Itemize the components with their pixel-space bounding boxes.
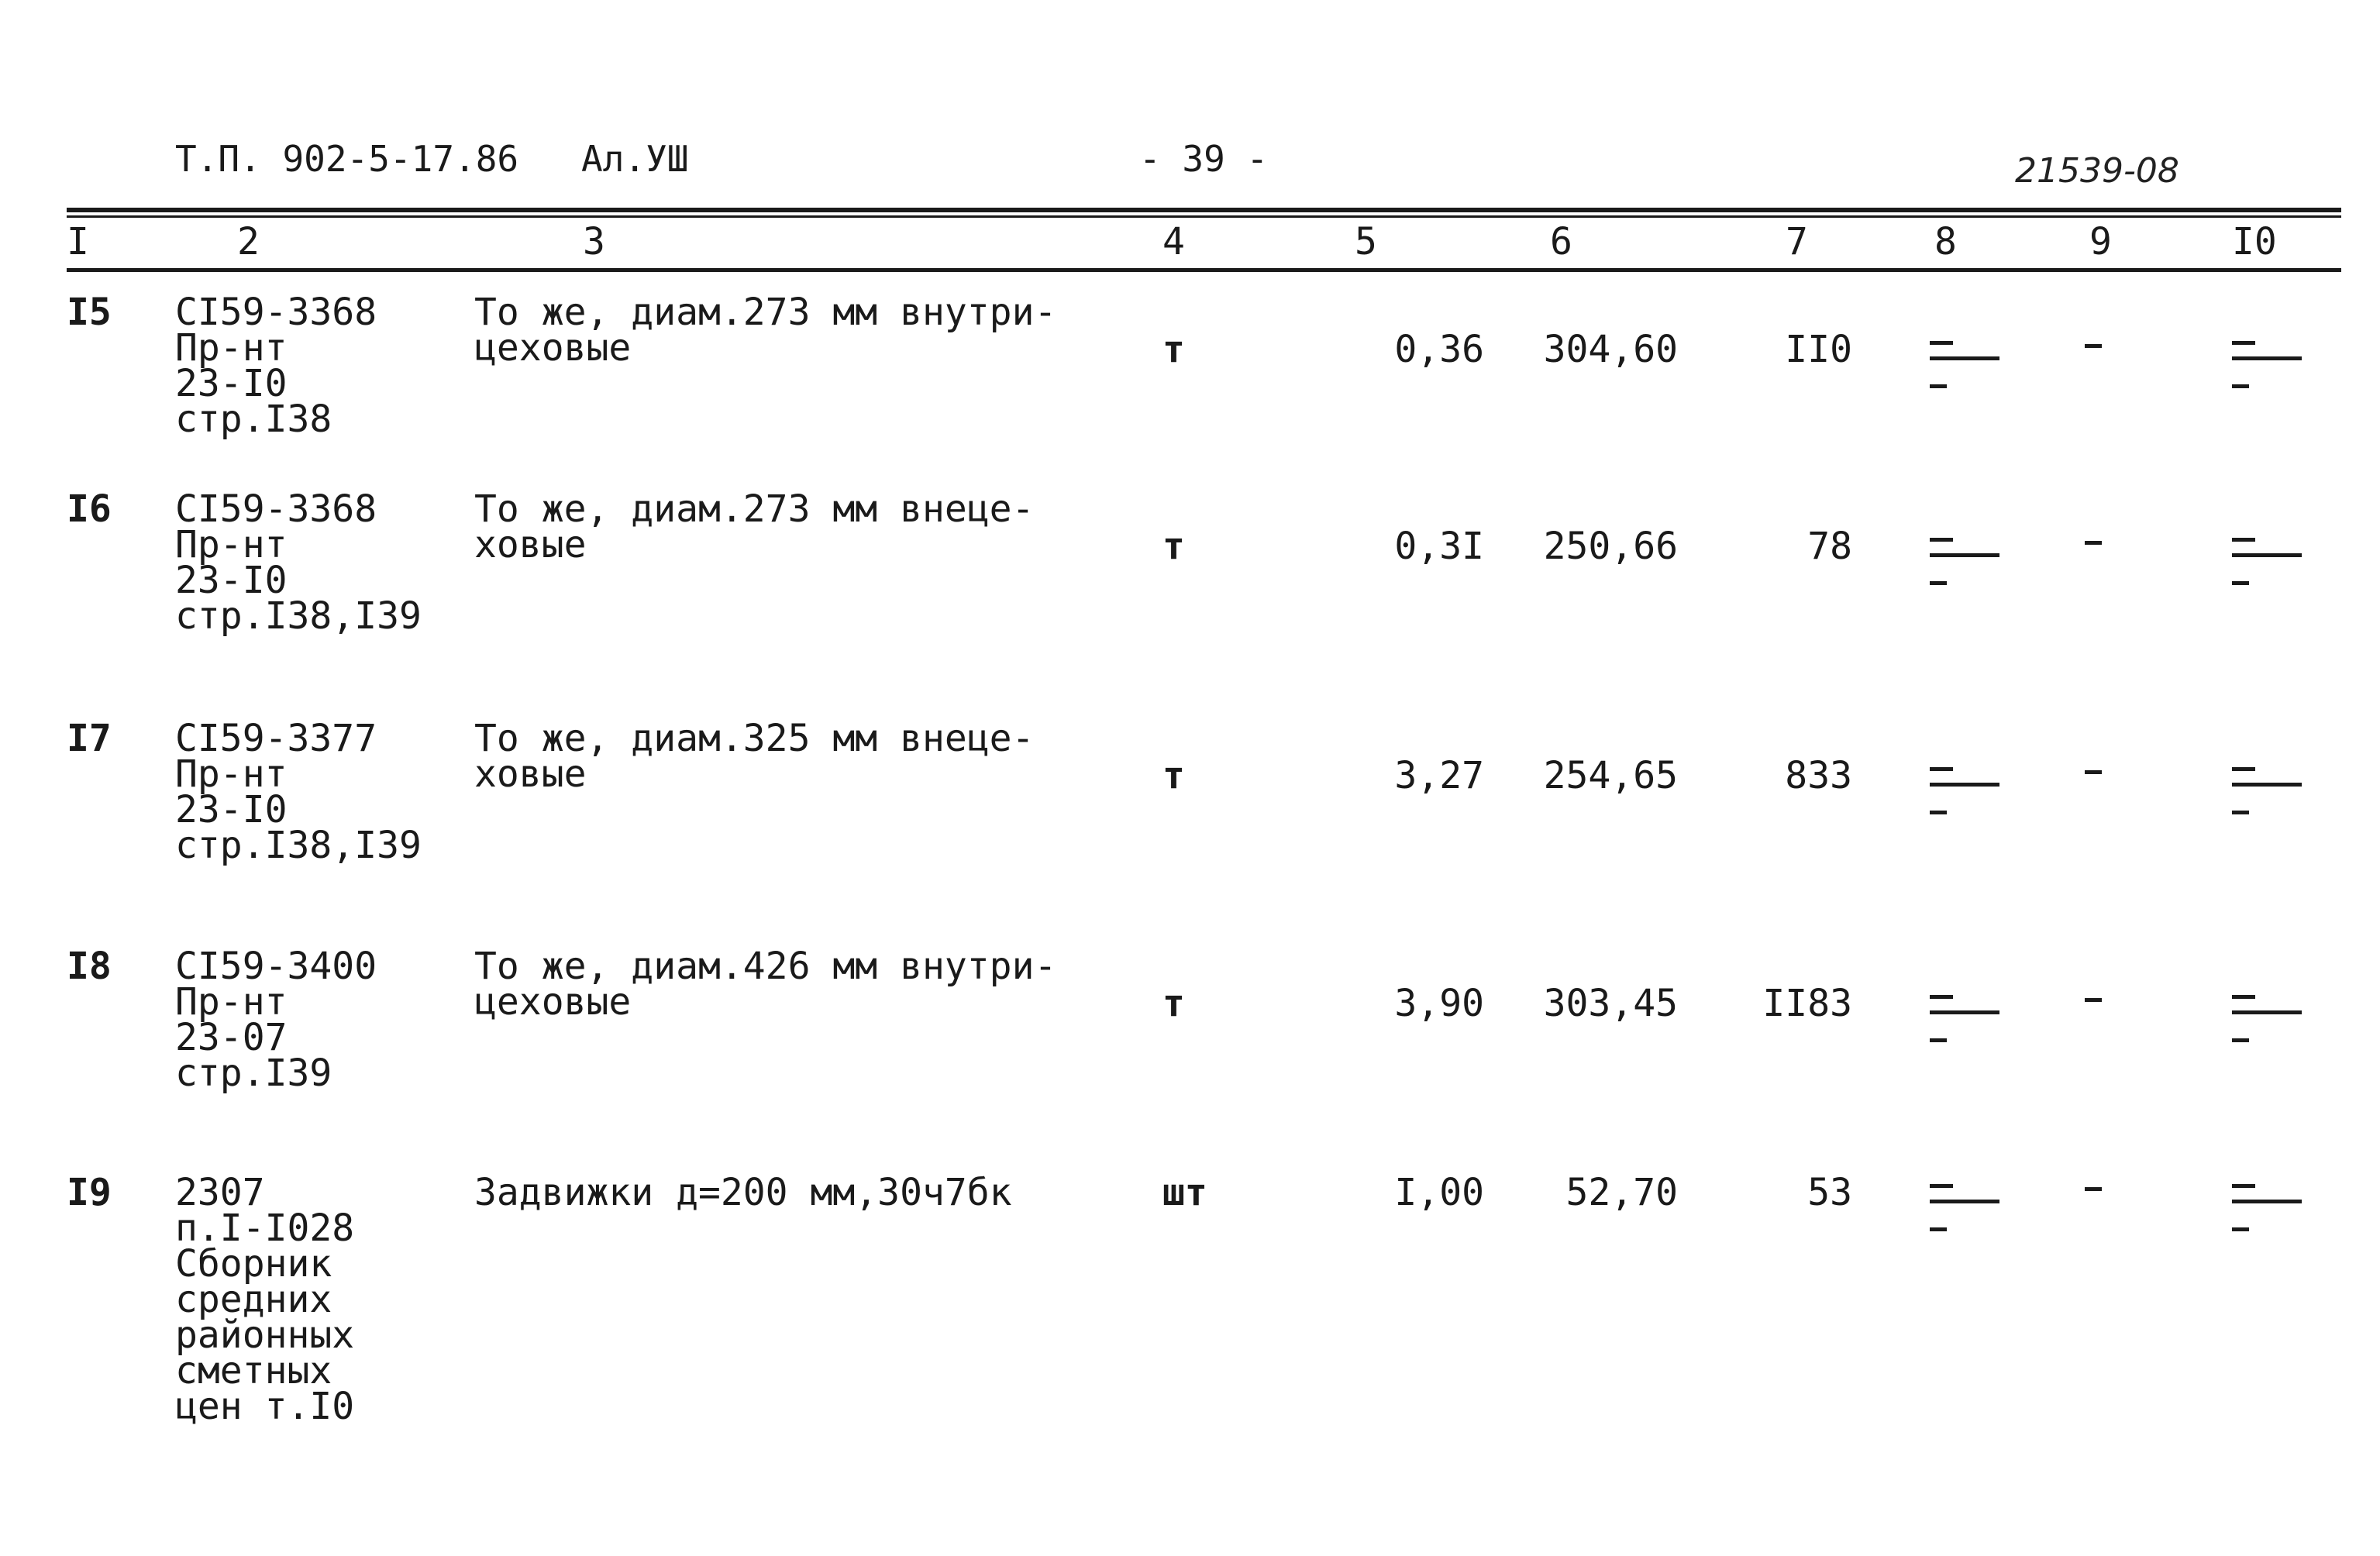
row-description xyxy=(474,291,1057,370)
col9-dash-mark xyxy=(2085,344,2102,348)
code-line: Сборник xyxy=(175,1242,332,1286)
col8-dash-mark xyxy=(1930,522,1999,600)
code-line: цен т.I0 xyxy=(175,1385,355,1428)
code-line: 2307 xyxy=(175,1171,265,1214)
top-rule-inner xyxy=(67,215,2341,218)
description-line: цеховые xyxy=(474,980,632,1024)
row-code xyxy=(175,1171,355,1428)
code-line: Пр-нт xyxy=(175,523,288,566)
description-line: Задвижки д=200 мм,30ч7бк xyxy=(474,1171,1012,1214)
code-line: CI59-3368 xyxy=(175,291,377,334)
row-number: I5 xyxy=(67,291,112,334)
top-rule-outer xyxy=(67,208,2341,212)
row-total: II0 xyxy=(1785,328,1852,371)
col10-dash-mark xyxy=(2232,979,2302,1057)
row-code xyxy=(175,945,377,1095)
row-code xyxy=(175,291,377,441)
row-description xyxy=(474,1171,1012,1214)
col9-dash-mark xyxy=(2085,770,2102,774)
row-number: I9 xyxy=(67,1171,112,1214)
col8-dash-mark xyxy=(1930,1169,1999,1246)
page-number: - 39 - xyxy=(1139,138,1269,180)
code-line: 23-07 xyxy=(175,1016,288,1059)
table-row xyxy=(0,945,2380,1134)
col10-dash-mark xyxy=(2232,1169,2302,1246)
code-line: CI59-3377 xyxy=(175,717,377,760)
description-line: То же, диам.426 мм внутри- xyxy=(474,945,1057,988)
table-row xyxy=(0,717,2380,907)
row-unit: т xyxy=(1162,525,1185,568)
code-line: стр.I38 xyxy=(175,398,332,441)
description-line: То же, диам.273 мм внеце- xyxy=(474,487,1035,531)
code-line: 23-I0 xyxy=(175,788,288,831)
code-line: сметных xyxy=(175,1349,332,1392)
code-line: Пр-нт xyxy=(175,752,288,796)
col-header-4: 4 xyxy=(1162,220,1185,263)
row-number: I7 xyxy=(67,717,112,760)
col10-dash-mark xyxy=(2232,752,2302,829)
row-unit: т xyxy=(1162,754,1185,797)
description-line: То же, диам.273 мм внутри- xyxy=(474,291,1057,334)
col8-dash-mark xyxy=(1930,752,1999,829)
code-line: CI59-3400 xyxy=(175,945,377,988)
table-row xyxy=(0,291,2380,480)
row-price: 254,65 xyxy=(1543,754,1678,797)
row-price: 250,66 xyxy=(1543,525,1678,568)
row-code xyxy=(175,717,422,867)
code-line: стр.I38,I39 xyxy=(175,824,422,867)
row-number: I6 xyxy=(67,487,112,531)
row-unit: т xyxy=(1162,328,1185,371)
description-line: ховые xyxy=(474,752,587,796)
col-header-3: 3 xyxy=(583,220,605,263)
col-header-9: 9 xyxy=(2089,220,2112,263)
archive-stamp: 21539-08 xyxy=(2015,151,2179,191)
row-number: I8 xyxy=(67,945,112,988)
code-line: районных xyxy=(175,1313,355,1357)
col9-dash-mark xyxy=(2085,998,2102,1002)
code-line: CI59-3368 xyxy=(175,487,377,531)
description-line: То же, диам.325 мм внеце- xyxy=(474,717,1035,760)
col-header-1: I xyxy=(67,220,89,263)
row-total: 78 xyxy=(1807,525,1852,568)
description-line: ховые xyxy=(474,523,587,566)
col9-dash-mark xyxy=(2085,541,2102,545)
col8-dash-mark xyxy=(1930,979,1999,1057)
code-line: стр.I38,I39 xyxy=(175,594,422,638)
table-row xyxy=(0,487,2380,677)
row-quantity: 3,27 xyxy=(1394,754,1484,797)
row-code xyxy=(175,487,422,638)
row-description xyxy=(474,945,1057,1024)
code-line: 23-I0 xyxy=(175,559,288,602)
col10-dash-mark xyxy=(2232,325,2302,403)
header-bottom-rule xyxy=(67,268,2341,272)
row-quantity: 3,90 xyxy=(1394,982,1484,1025)
row-description xyxy=(474,487,1035,566)
row-quantity: 0,36 xyxy=(1394,328,1484,371)
row-total: 833 xyxy=(1785,754,1852,797)
col-header-7: 7 xyxy=(1786,220,1808,263)
code-line: стр.I39 xyxy=(175,1052,332,1095)
row-total: 53 xyxy=(1807,1171,1852,1214)
col9-dash-mark xyxy=(2085,1187,2102,1191)
col8-dash-mark xyxy=(1930,325,1999,403)
doc-reference: Т.П. 902-5-17.86 xyxy=(175,138,519,180)
album-label: Ал.УШ xyxy=(581,138,689,180)
row-total: II83 xyxy=(1762,982,1852,1025)
code-line: Пр-нт xyxy=(175,980,288,1024)
row-price: 52,70 xyxy=(1565,1171,1678,1214)
code-line: Пр-нт xyxy=(175,326,288,370)
row-price: 304,60 xyxy=(1543,328,1678,371)
code-line: 23-I0 xyxy=(175,362,288,405)
description-line: цеховые xyxy=(474,326,632,370)
col-header-6: 6 xyxy=(1550,220,1572,263)
row-unit: т xyxy=(1162,982,1185,1025)
row-price: 303,45 xyxy=(1543,982,1678,1025)
col-header-10: I0 xyxy=(2232,220,2277,263)
row-description xyxy=(474,717,1035,796)
row-unit: шт xyxy=(1162,1171,1207,1214)
row-quantity: I,00 xyxy=(1394,1171,1484,1214)
code-line: средних xyxy=(175,1278,332,1321)
code-line: п.I-I028 xyxy=(175,1207,355,1250)
col-header-5: 5 xyxy=(1355,220,1377,263)
col-header-8: 8 xyxy=(1934,220,1957,263)
col10-dash-mark xyxy=(2232,522,2302,600)
table-row xyxy=(0,1171,2380,1454)
col-header-2: 2 xyxy=(237,220,260,263)
row-quantity: 0,3I xyxy=(1394,525,1484,568)
